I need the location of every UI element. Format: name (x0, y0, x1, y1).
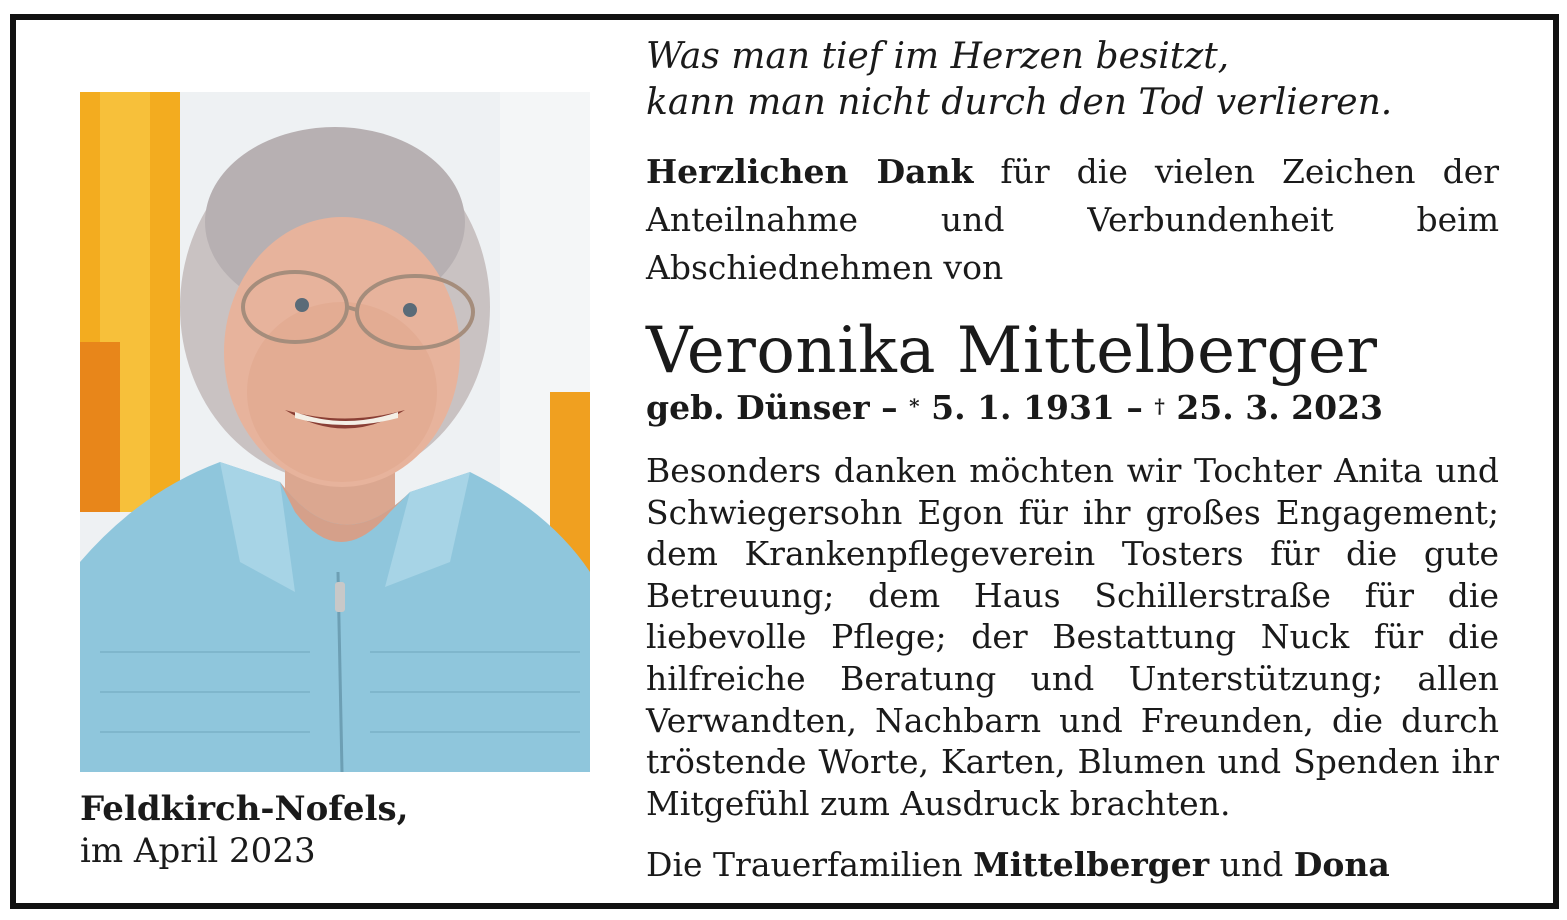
signature-connector: und (1209, 845, 1294, 885)
text-column (646, 34, 1499, 886)
location: Feldkirch-Nofels, (80, 789, 409, 829)
obituary-notice (10, 14, 1559, 909)
portrait-photo (80, 92, 590, 772)
quote-line-1: Was man tief im Herzen besitzt, (646, 36, 1230, 77)
died-symbol: † (1154, 394, 1165, 418)
life-dates: geb. Dünser – * 5. 1. 1931 – † 25. 3. 2023 (646, 388, 1384, 427)
place-and-date (80, 788, 408, 872)
intro-text: für die vielen Zeichen der Anteilnahme und Verbundenheit beim Abschiednehmen von (646, 152, 1499, 287)
born-symbol: * (909, 394, 920, 418)
memorial-quote (646, 34, 1499, 126)
signature-prefix: Die Trauerfamilien (646, 845, 974, 885)
signature-line (646, 844, 1499, 886)
birth-name: geb. Dünser (646, 388, 870, 427)
family-name-2: Dona (1293, 845, 1390, 885)
notice-date: im April 2023 (80, 831, 316, 871)
thanks-paragraph: Besonders danken möchten wir Tochter Anita und Schwiegersohn Egon für ihr großes Engagement; dem Krankenpflegeverein Tosters für die gute Betreuung; dem Haus Schillerstraße für die liebevolle Pflege; der Bestattung Nuck für die hilfreiche Beratung und Unterstützung; allen Verwandten, Nachbarn und Freunden, die durch tröstende Worte, Karten, Blumen und Spenden ihr Mitgefühl zum Ausdruck brachten. (646, 451, 1499, 823)
deceased-name: Veronika Mittelberger (646, 314, 1378, 388)
intro-paragraph (646, 148, 1499, 292)
family-name-1: Mittelberger (973, 845, 1210, 885)
death-date: 25. 3. 2023 (1176, 388, 1384, 427)
birth-date: 5. 1. 1931 (931, 388, 1115, 427)
quote-line-2: kann man nicht durch den Tod verlieren. (646, 82, 1393, 123)
intro-heading: Herzlichen Dank (646, 152, 974, 191)
portrait-image (80, 92, 590, 772)
